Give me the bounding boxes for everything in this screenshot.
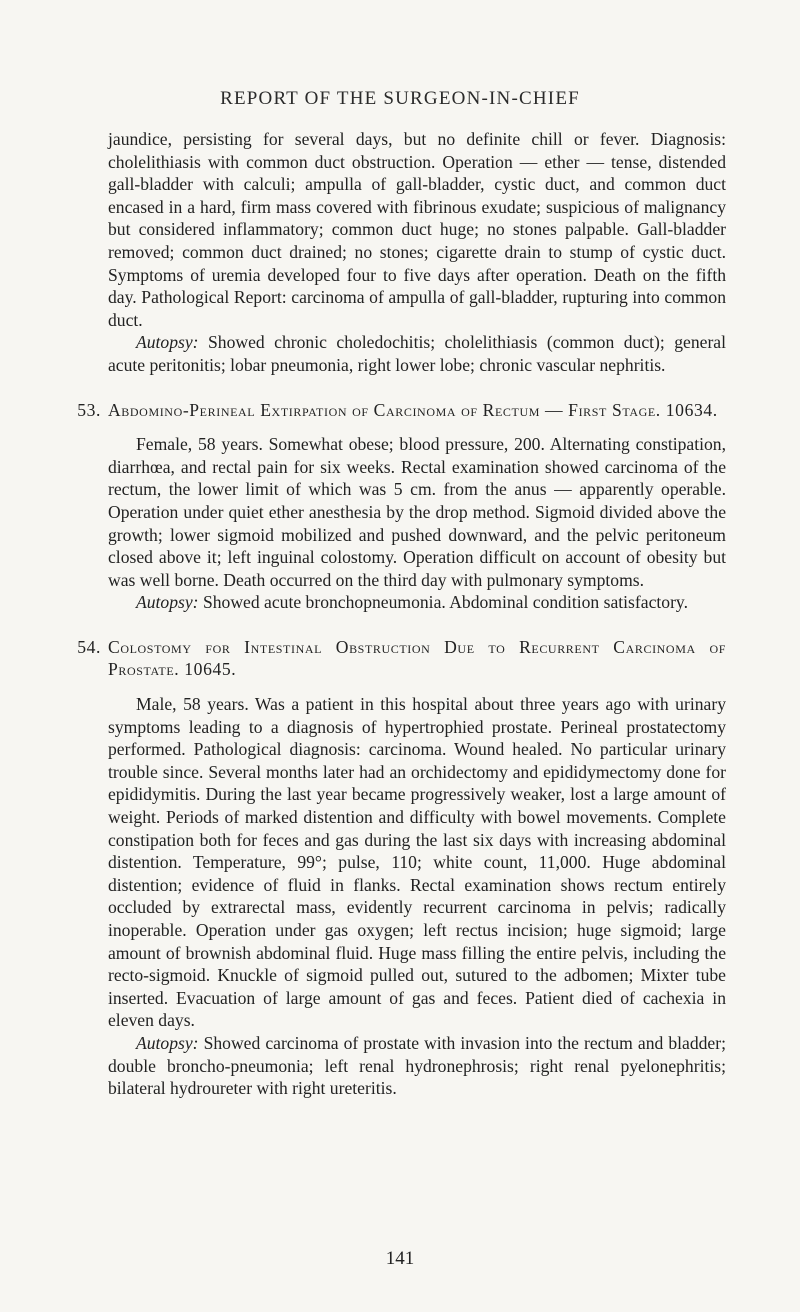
body-text [77, 128, 726, 1100]
autopsy-label: Autopsy: [136, 332, 199, 353]
continuation-paragraph: jaundice, persisting for several days, but no definite chill or fever. Diagnosis: cholelithiasis with common duct obstruction. Operation — ether — tense, distended gall-bladder with calculi; ampulla of gall-bladder, cystic duct, and common duct encased in a hard, firm mass covered with fibrinous exudate; suspicious of malignancy but considered inflammatory; common duct huge; no stones palpable. Gall-bladder removed; common duct drained; no stones; cigarette drain to stump of cystic duct. Symptoms of uremia developed four to five days after operation. Death on the fifth day. Pathological Report: carcinoma of ampulla of gall-bladder, rupturing into common duct. [108, 129, 726, 330]
case-53 [77, 399, 726, 614]
case-autopsy [108, 591, 726, 614]
case-title: Colostomy for Intestinal Obstruction Due to Recurrent Carcinoma of Prostate. 10645. [108, 636, 726, 680]
page-number: 141 [385, 1248, 415, 1269]
autopsy-text: Showed acute bronchopneumonia. Abdominal condition satisfactory. [202, 592, 688, 613]
autopsy-label: Autopsy: [136, 592, 199, 613]
case-body [108, 693, 726, 1100]
case-54 [77, 636, 726, 1100]
case-title: Abdomino-Perineal Extirpation of Carcinoma of Rectum — First Stage. 10634. [108, 399, 718, 420]
autopsy-text: Showed chronic choledochitis; cholelithiasis (common duct); general acute peritonitis; lobar pneumonia, right lower lobe; chronic vascular nephritis. [108, 332, 726, 375]
case-paragraph: Male, 58 years. Was a patient in this hospital about three years ago with urinary symptoms leading to a diagnosis of hypertrophied prostate. Perineal prostatectomy performed. Pathological diagnosis: carcinoma. Wound healed. No particular urinary trouble since. Several months later had an orchidectomy and epididymectomy done for epididymitis. During the last year became progressively weaker, lost a large amount of weight. Periods of marked distention and difficulty with bowel movements. Complete constipation both for feces and gas during the last six days with increasing abdominal distention. Temperature, 99°; pulse, 110; white count, 11,000. Huge abdominal distention; evidence of fluid in flanks. Rectal examination shows rectum entirely occluded by extrarectal mass, evidently recurrent carcinoma in pelvis; radically inoperable. Operation under gas oxygen; left rectus incision; huge sigmoid; large amount of brownish abdominal fluid. Huge mass filling the entire pelvis, including the recto-sigmoid. Knuckle of sigmoid pulled out, sutured to the adbomen; Mixter tube inserted. Evacuation of large amount of gas and feces. Patient died of cachexia in eleven days. [108, 694, 726, 1031]
case-autopsy [108, 1032, 726, 1100]
case-number: 54. [77, 636, 101, 657]
case-heading [77, 399, 726, 422]
case-paragraph: Female, 58 years. Somewhat obese; blood pressure, 200. Alternating constipation, diarrhœa, and rectal pain for six weeks. Rectal examination showed carcinoma of the rectum, the lower limit of which was 5 cm. from the anus — apparently operable. Operation under quiet ether anesthesia by the drop method. Sigmoid divided above the growth; lower sigmoid mobilized and pushed downward, and the pelvic peritoneum closed above it; left inguinal colostomy. Operation difficult on account of obesity but was well borne. Death occurred on the third day with pulmonary symptoms. [108, 434, 726, 590]
autopsy-text: Showed carcinoma of prostate with invasion into the rectum and bladder; double broncho-pneumonia; left renal hydronephrosis; right renal pyelonephritis; bilateral hydroureter with right ureteritis. [108, 1032, 726, 1099]
running-head: REPORT OF THE SURGEON-IN-CHIEF [220, 88, 580, 109]
continuation-section [108, 128, 726, 377]
case-body [108, 433, 726, 614]
autopsy-label: Autopsy: [136, 1032, 199, 1053]
case-heading [77, 636, 726, 681]
case-number: 53. [77, 399, 101, 420]
continuation-autopsy [108, 331, 726, 376]
